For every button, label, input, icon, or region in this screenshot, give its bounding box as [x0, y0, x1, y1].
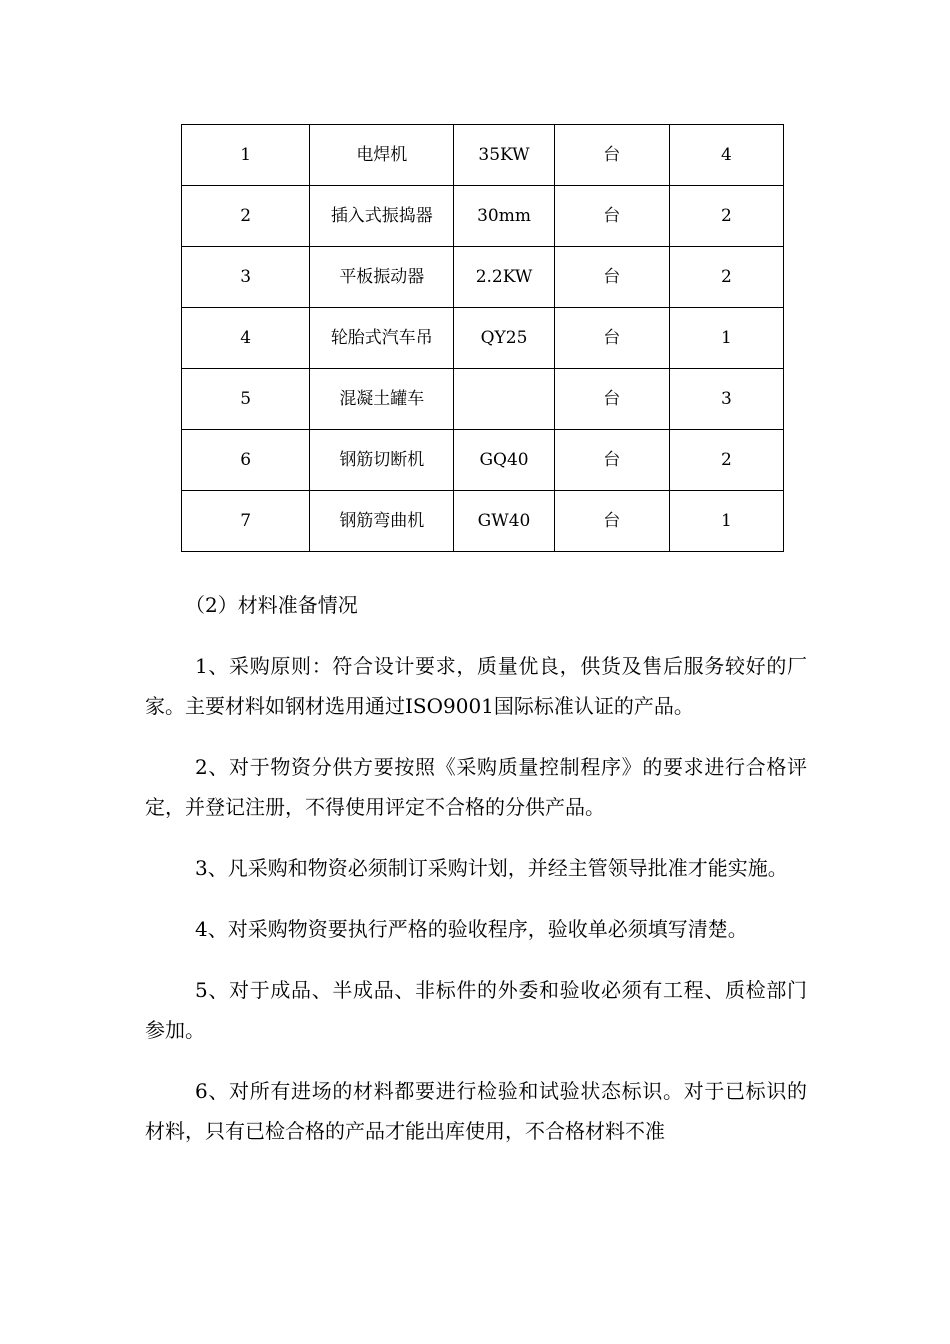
cell-spec: 30mm [454, 186, 554, 247]
paragraph: 3、凡采购和物资必须制订采购计划，并经主管领导批准才能实施。 [195, 856, 788, 880]
cell-spec [454, 369, 554, 430]
cell-no: 3 [182, 247, 310, 308]
cell-unit: 台 [554, 247, 669, 308]
paragraph: 2、对于物资分供方要按照《采购质量控制程序》的要求进行合格评定，并登记注册，不得使用评定不合格的分供产品。 [145, 755, 807, 819]
cell-qty: 1 [669, 308, 783, 369]
cell-unit: 台 [554, 430, 669, 491]
cell-name: 混凝土罐车 [310, 369, 454, 430]
cell-qty: 2 [669, 430, 783, 491]
cell-no: 7 [182, 491, 310, 552]
cell-no: 2 [182, 186, 310, 247]
paragraph: 4、对采购物资要执行严格的验收程序，验收单必须填写清楚。 [195, 917, 748, 941]
paragraph: 5、对于成品、半成品、非标件的外委和验收必须有工程、质检部门参加。 [145, 978, 807, 1042]
cell-name: 钢筋弯曲机 [310, 491, 454, 552]
cell-name: 插入式振捣器 [310, 186, 454, 247]
table-row [182, 430, 784, 491]
table-row [182, 247, 784, 308]
table-row [182, 125, 784, 186]
cell-spec: GW40 [454, 491, 554, 552]
paragraph: 1、采购原则：符合设计要求，质量优良，供货及售后服务较好的厂家。主要材料如钢材选用通过ISO9001国际标准认证的产品。 [145, 654, 807, 718]
cell-unit: 台 [554, 308, 669, 369]
section-heading: （2）材料准备情况 [185, 593, 358, 617]
cell-qty: 4 [669, 125, 783, 186]
cell-unit: 台 [554, 491, 669, 552]
cell-spec: GQ40 [454, 430, 554, 491]
paragraph: 6、对所有进场的材料都要进行检验和试验状态标识。对于已标识的材料，只有已检合格的产品才能出库使用，不合格材料不准 [145, 1079, 807, 1143]
cell-name: 钢筋切断机 [310, 430, 454, 491]
cell-unit: 台 [554, 369, 669, 430]
cell-spec: QY25 [454, 308, 554, 369]
cell-qty: 2 [669, 247, 783, 308]
cell-qty: 2 [669, 186, 783, 247]
table-row [182, 491, 784, 552]
table-row [182, 186, 784, 247]
equipment-table [181, 124, 784, 552]
material-section [145, 585, 807, 1172]
cell-no: 1 [182, 125, 310, 186]
cell-qty: 1 [669, 491, 783, 552]
table-row [182, 308, 784, 369]
cell-spec: 2.2KW [454, 247, 554, 308]
cell-name: 电焊机 [310, 125, 454, 186]
cell-name: 平板振动器 [310, 247, 454, 308]
cell-spec: 35KW [454, 125, 554, 186]
cell-qty: 3 [669, 369, 783, 430]
cell-unit: 台 [554, 125, 669, 186]
cell-no: 6 [182, 430, 310, 491]
cell-no: 4 [182, 308, 310, 369]
cell-unit: 台 [554, 186, 669, 247]
cell-no: 5 [182, 369, 310, 430]
table-row [182, 369, 784, 430]
cell-name: 轮胎式汽车吊 [310, 308, 454, 369]
